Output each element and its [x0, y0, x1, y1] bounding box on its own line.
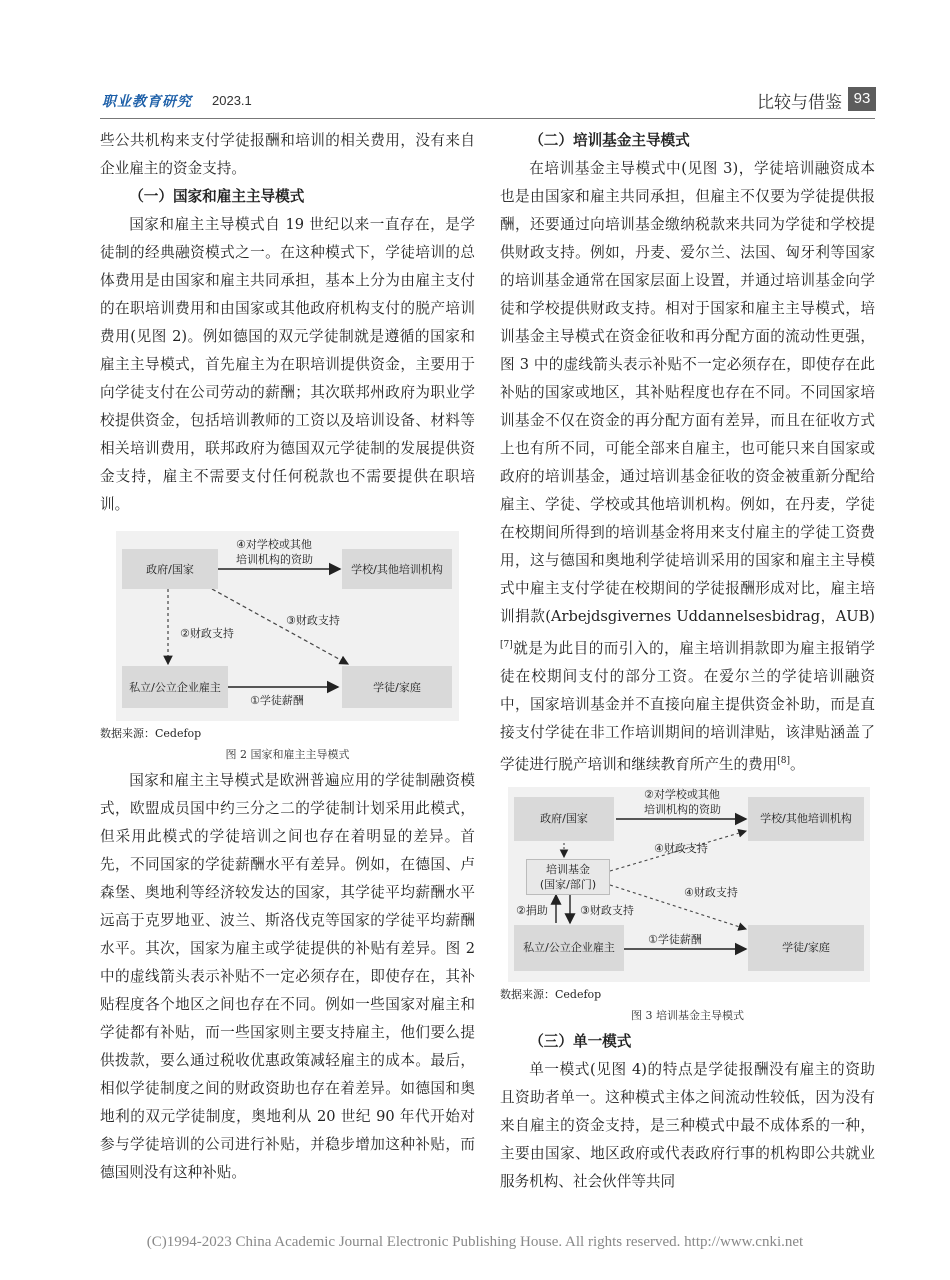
fund-box: 培训基金 (国家/部门): [526, 859, 610, 895]
paragraph: 国家和雇主主导模式是欧洲普遍应用的学徒制融资模式，欧盟成员国中约三分之二的学徒制计划采用此模式，但采用此模式的学徒培训之间也存在着明显的差异。首先，不同国家的学徒薪酬水平有差异。例如，在德国、卢森堡、奥地利等经济较发达的国家，其学徒平均薪酬水平远高于克罗地亚、波兰、斯洛伐克等国家的学徒平均薪酬水平。其次，国家为雇主或学徒提供的补贴有差异。图 2 中的虚线箭头表示补贴不一定必须存在，即使存在，其补贴程度各个地区之间也存在不同。例如一些国家对雇主和学徒都有补贴，而一些国家则主要支持雇主，他们要么提供拨款，要么通过税收优惠政策减轻雇主的成本。最后，相似学徒制度之间的财政资助也存在着差异。如德国和奥地利的双元学徒制度，奥地利从 20 世纪 90 年代开始对参与学徒培训的公司进行补贴，并稳步增加这种补贴，而德国则没有这种补贴。: [100, 772, 475, 1181]
header-rule: [100, 118, 875, 119]
paragraph: 国家和雇主主导模式自 19 世纪以来一直存在，是学徒制的经典融资模式之一。在这种模式下，学徒培训的总体费用是由国家和雇主共同承担，基本上分为由雇主支付的在职培训费用和由国家或其他政府机构支付的脱产培训费用(见图 2)。例如德国的双元学徒制就是遵循的国家和雇主主导模式，首先雇主为在职培训提供资金，主要用于向学徒支付在公司劳动的薪酬；其次联邦州政府为职业学校提供资金，包括培训教师的工资以及培训设备、材料等相关培训费用，联邦政府为德国双元学徒制的发展提供资金支持，雇主不需要支付任何税款也不需要提供在职培训。: [100, 216, 475, 513]
paragraph: 些公共机构来支付学徒报酬和培训的相关费用，没有来自企业雇主的资金支持。: [100, 132, 475, 177]
arrow-4-label: ④对学校或其他 培训机构的资助: [236, 538, 313, 566]
arrow-3-label: ③财政支持: [580, 903, 634, 917]
student-box: 学徒/家庭: [748, 925, 864, 971]
school-box: 学校/其他培训机构: [342, 549, 452, 589]
school-box: 学校/其他培训机构: [748, 797, 864, 841]
journal-title: 职业教育研究: [102, 94, 192, 110]
figure-2-diagram: [116, 531, 459, 721]
right-column: [500, 127, 875, 1196]
arrow-2-top-label: ②对学校或其他 培训机构的资助: [644, 787, 721, 816]
copyright-footer: (C)1994-2023 China Academic Journal Electronic Publishing House. All rights reserved. http://www.cnki.net: [146, 1234, 804, 1250]
figure-source: 数据来源：Cedefop: [500, 987, 602, 1001]
left-column: [100, 127, 475, 1187]
gov-box: 政府/国家: [122, 549, 218, 589]
paragraph-text: 在培训基金主导模式中(见图 3)，学徒培训融资成本也是由国家和雇主共同承担，但雇主不仅要为学徒提供报酬，还要通过向培训基金缴纳税款来共同为学徒和学校提供财政支持。例如，丹麦、爱尔兰、法国、匈牙利等国家的培训基金通常在国家层面上设置，并通过培训基金向学徒和学校提供财政支持。相对于国家和雇主主导模式，培训基金主导模式在资金征收和再分配方面的流动性更强，图 3 中的虚线箭头表示补贴不一定必须存在，即使存在此补贴的国家或地区，其补贴程度也存在不同。不同国家培训基金不仅在资金的再分配方面有差异，而且在征收方式上也有所不同，可能全部来自雇主，也可能只来自国家或政府的培训基金，通过培训基金征收的资金被重新分配给雇主、学徒、学校或其他培训机构。例如，在丹麦，学徒在校期间所得到的培训基金将用来支付雇主的学徒工资费用，这与德国和奥地利学徒培训采用的国家和雇主主导模式中雇主支付学徒在校期间的学徒报酬形成对比，雇主培训捐款(Arbejdsgivernes Uddannelsesbidrag，AUB): [500, 160, 875, 625]
section-title: 比较与借鉴: [757, 93, 842, 113]
issue-label: 2023.1: [212, 93, 252, 108]
arrow-2-label: ②捐助: [516, 903, 548, 917]
paragraph: [500, 155, 875, 779]
section-heading: （一）国家和雇主主导模式: [129, 188, 305, 205]
section-heading: （二）培训基金主导模式: [529, 132, 690, 149]
arrow-4a-label: ④财政支持: [654, 841, 708, 855]
figure-caption: 图 2 国家和雇主主导模式: [225, 748, 350, 761]
figure-3-diagram: [508, 787, 870, 982]
figure-source: 数据来源：Cedefop: [100, 727, 202, 740]
arrow-1-label: ①学徒薪酬: [250, 694, 304, 707]
figure-caption: 图 3 培训基金主导模式: [631, 1008, 744, 1022]
citation: [8]: [777, 755, 791, 766]
arrow-2-label: ②财政支持: [180, 627, 234, 640]
citation: [7]: [500, 640, 513, 650]
arrow-4b-label: ④财政支持: [684, 885, 738, 899]
employer-box: 私立/公立企业雇主: [514, 925, 624, 971]
arrow-1-label: ①学徒薪酬: [648, 932, 702, 946]
section-heading: （三）单一模式: [529, 1032, 632, 1050]
paragraph-text: 。: [790, 755, 805, 773]
page-number: 93: [848, 87, 876, 111]
arrow-3-label: ③财政支持: [286, 614, 340, 627]
student-box: 学徒/家庭: [342, 666, 452, 708]
employer-box: 私立/公立企业雇主: [122, 666, 228, 708]
gov-box: 政府/国家: [514, 797, 614, 841]
paragraph: 单一模式(见图 4)的特点是学徒报酬没有雇主的资助且资助者单一。这种模式主体之间流动性较低，因为没有来自雇主的资金支持，是三种模式中最不成体系的一种，主要由国家、地区政府或代表政府行事的机构即公共就业服务机构、社会伙伴等共同: [500, 1060, 875, 1190]
paragraph-text: 就是为此目的而引入的，雇主培训捐款即为雇主报销学徒在校期间支付的部分工资。在爱尔兰的学徒培训融资中，国家培训基金并不直接向雇主提供资金补助，而是直接支付学徒在非工作培训期间的培训津贴，该津贴涵盖了学徒进行脱产培训和继续教育所产生的费用: [500, 639, 875, 773]
